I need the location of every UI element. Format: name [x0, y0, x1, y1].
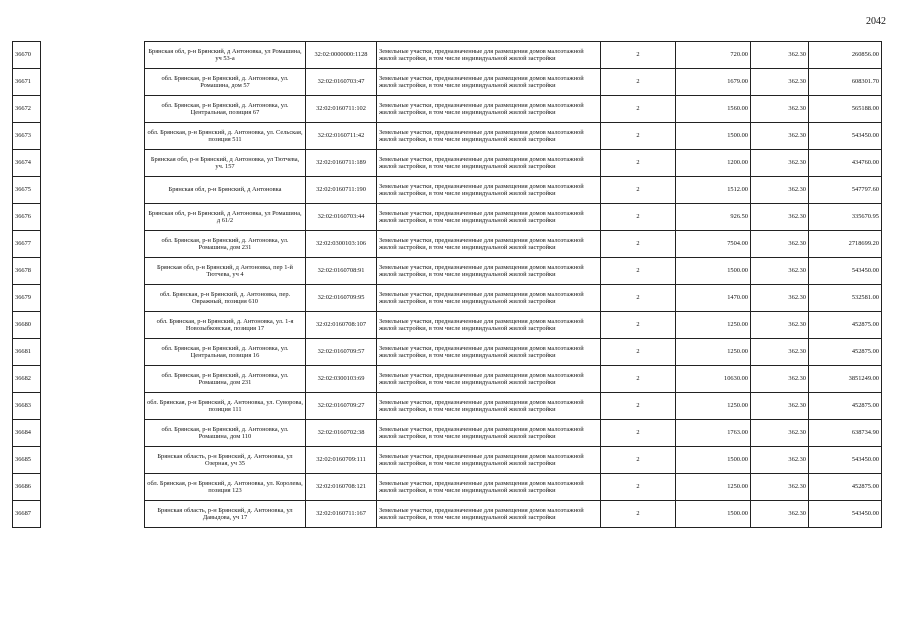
column-gap: [41, 447, 145, 474]
cadastral-number-cell: 32:02:0160709:27: [306, 393, 377, 420]
table-row: [13, 501, 882, 528]
row-number: 36680: [13, 312, 41, 339]
rate-cell: 362.30: [751, 204, 809, 231]
address-cell: обл. Брянская, р-н Брянский, д. Антоновка, ул. Ромашина, дом 231: [145, 366, 306, 393]
cadastral-value-cell: 452875.00: [809, 339, 882, 366]
land-use-cell: Земельные участки, предназначенные для размещения домов малоэтажной жилой застройки, в том числе индивидуальной жилой застройки: [377, 150, 601, 177]
area-cell: 1500.00: [676, 501, 751, 528]
table-row: [13, 177, 882, 204]
address-cell: Брянская обл, р-н Брянский, д Антоновка, пер 1-й Тютчева, уч 4: [145, 258, 306, 285]
cadastral-value-cell: 543450.00: [809, 447, 882, 474]
category-cell: 2: [601, 366, 676, 393]
row-number: 36678: [13, 258, 41, 285]
area-cell: 1250.00: [676, 393, 751, 420]
row-number: 36685: [13, 447, 41, 474]
address-cell: Брянская обл, р-н Брянский, д Антоновка, ул Тютчева, уч. 157: [145, 150, 306, 177]
category-cell: 2: [601, 501, 676, 528]
cadastral-value-cell: 452875.00: [809, 312, 882, 339]
land-use-cell: Земельные участки, предназначенные для размещения домов малоэтажной жилой застройки, в том числе индивидуальной жилой застройки: [377, 339, 601, 366]
column-gap: [41, 231, 145, 258]
address-cell: обл. Брянская, р-н Брянский, д. Антоновка, ул. Ромашина, дом 110: [145, 420, 306, 447]
cadastral-value-cell: 2718699.20: [809, 231, 882, 258]
category-cell: 2: [601, 285, 676, 312]
row-number: 36675: [13, 177, 41, 204]
table-row: [13, 312, 882, 339]
address-cell: обл. Брянская, р-н Брянский, д. Антоновка, ул. Сельская, позиция 511: [145, 123, 306, 150]
area-cell: 926.50: [676, 204, 751, 231]
column-gap: [41, 96, 145, 123]
category-cell: 2: [601, 204, 676, 231]
table-row: [13, 150, 882, 177]
address-cell: Брянская область, р-н Брянский, д. Антоновка, ул Озерная, уч 35: [145, 447, 306, 474]
table-row: [13, 204, 882, 231]
cadastral-value-cell: 543450.00: [809, 258, 882, 285]
category-cell: 2: [601, 312, 676, 339]
category-cell: 2: [601, 258, 676, 285]
column-gap: [41, 150, 145, 177]
column-gap: [41, 339, 145, 366]
cadastral-number-cell: 32:02:0160708:107: [306, 312, 377, 339]
cadastral-number-cell: 32:02:0160702:38: [306, 420, 377, 447]
row-number: 36677: [13, 231, 41, 258]
cadastral-number-cell: 32:02:0160703:44: [306, 204, 377, 231]
area-cell: 1500.00: [676, 123, 751, 150]
cadastral-value-cell: 335670.95: [809, 204, 882, 231]
column-gap: [41, 204, 145, 231]
area-cell: 1560.00: [676, 96, 751, 123]
rate-cell: 362.30: [751, 123, 809, 150]
land-use-cell: Земельные участки, предназначенные для размещения домов малоэтажной жилой застройки, в том числе индивидуальной жилой застройки: [377, 69, 601, 96]
table-row: [13, 42, 882, 69]
cadastral-value-cell: 547797.60: [809, 177, 882, 204]
table-row: [13, 393, 882, 420]
address-cell: Брянская обл, р-н Брянский, д Антоновка, ул Ромашина, уч 53-а: [145, 42, 306, 69]
land-use-cell: Земельные участки, предназначенные для размещения домов малоэтажной жилой застройки, в том числе индивидуальной жилой застройки: [377, 447, 601, 474]
area-cell: 1763.00: [676, 420, 751, 447]
area-cell: 1679.00: [676, 69, 751, 96]
column-gap: [41, 312, 145, 339]
category-cell: 2: [601, 123, 676, 150]
column-gap: [41, 420, 145, 447]
cadastral-number-cell: 32:02:0160709:95: [306, 285, 377, 312]
row-number: 36676: [13, 204, 41, 231]
category-cell: 2: [601, 42, 676, 69]
land-use-cell: Земельные участки, предназначенные для размещения домов малоэтажной жилой застройки, в том числе индивидуальной жилой застройки: [377, 312, 601, 339]
cadastral-number-cell: 32:02:0160709:111: [306, 447, 377, 474]
cadastral-number-cell: 32:02:0160711:102: [306, 96, 377, 123]
cadastral-number-cell: 32:02:0160703:47: [306, 69, 377, 96]
rate-cell: 362.30: [751, 42, 809, 69]
category-cell: 2: [601, 420, 676, 447]
column-gap: [41, 42, 145, 69]
rate-cell: 362.30: [751, 420, 809, 447]
cadastral-number-cell: 32:02:0160708:91: [306, 258, 377, 285]
area-cell: 1250.00: [676, 474, 751, 501]
rate-cell: 362.30: [751, 501, 809, 528]
address-cell: Брянская область, р-н Брянский, д. Антоновка, ул Давыдова, уч 17: [145, 501, 306, 528]
cadastral-number-cell: 32:02:0160711:189: [306, 150, 377, 177]
rate-cell: 362.30: [751, 258, 809, 285]
table-row: [13, 69, 882, 96]
land-use-cell: Земельные участки, предназначенные для размещения домов малоэтажной жилой застройки, в том числе индивидуальной жилой застройки: [377, 474, 601, 501]
land-registry-table: [12, 41, 882, 528]
land-use-cell: Земельные участки, предназначенные для размещения домов малоэтажной жилой застройки, в том числе индивидуальной жилой застройки: [377, 258, 601, 285]
row-number: 36670: [13, 42, 41, 69]
land-use-cell: Земельные участки, предназначенные для размещения домов малоэтажной жилой застройки, в том числе индивидуальной жилой застройки: [377, 501, 601, 528]
land-use-cell: Земельные участки, предназначенные для размещения домов малоэтажной жилой застройки, в том числе индивидуальной жилой застройки: [377, 123, 601, 150]
area-cell: 1500.00: [676, 258, 751, 285]
cadastral-number-cell: 32:02:0300103:106: [306, 231, 377, 258]
row-number: 36671: [13, 69, 41, 96]
column-gap: [41, 123, 145, 150]
cadastral-value-cell: 452875.00: [809, 393, 882, 420]
rate-cell: 362.30: [751, 177, 809, 204]
land-use-cell: Земельные участки, предназначенные для размещения домов малоэтажной жилой застройки, в том числе индивидуальной жилой застройки: [377, 204, 601, 231]
category-cell: 2: [601, 339, 676, 366]
cadastral-value-cell: 543450.00: [809, 501, 882, 528]
rate-cell: 362.30: [751, 285, 809, 312]
area-cell: 1470.00: [676, 285, 751, 312]
column-gap: [41, 393, 145, 420]
column-gap: [41, 366, 145, 393]
land-use-cell: Земельные участки, предназначенные для размещения домов малоэтажной жилой застройки, в том числе индивидуальной жилой застройки: [377, 42, 601, 69]
cadastral-value-cell: 3851249.00: [809, 366, 882, 393]
land-use-cell: Земельные участки, предназначенные для размещения домов малоэтажной жилой застройки, в том числе индивидуальной жилой застройки: [377, 366, 601, 393]
cadastral-number-cell: 32:02:0160708:121: [306, 474, 377, 501]
cadastral-value-cell: 260856.00: [809, 42, 882, 69]
cadastral-value-cell: 532581.00: [809, 285, 882, 312]
row-number: 36683: [13, 393, 41, 420]
land-use-cell: Земельные участки, предназначенные для размещения домов малоэтажной жилой застройки, в том числе индивидуальной жилой застройки: [377, 177, 601, 204]
cadastral-value-cell: 638734.90: [809, 420, 882, 447]
rate-cell: 362.30: [751, 312, 809, 339]
land-use-cell: Земельные участки, предназначенные для размещения домов малоэтажной жилой застройки, в том числе индивидуальной жилой застройки: [377, 420, 601, 447]
category-cell: 2: [601, 69, 676, 96]
cadastral-value-cell: 543450.00: [809, 123, 882, 150]
row-number: 36679: [13, 285, 41, 312]
table-row: [13, 447, 882, 474]
table-row: [13, 474, 882, 501]
rate-cell: 362.30: [751, 339, 809, 366]
address-cell: обл. Брянская, р-н Брянский, д. Антоновка, ул. Ромашина, дом 231: [145, 231, 306, 258]
row-number: 36672: [13, 96, 41, 123]
cadastral-number-cell: 32:02:0160711:42: [306, 123, 377, 150]
category-cell: 2: [601, 393, 676, 420]
row-number: 36674: [13, 150, 41, 177]
table-row: [13, 420, 882, 447]
area-cell: 10630.00: [676, 366, 751, 393]
category-cell: 2: [601, 150, 676, 177]
address-cell: обл. Брянская, р-н Брянский, д. Антоновка, пер. Овражный, позиция 610: [145, 285, 306, 312]
category-cell: 2: [601, 177, 676, 204]
area-cell: 720.00: [676, 42, 751, 69]
area-cell: 7504.00: [676, 231, 751, 258]
cadastral-value-cell: 452875.00: [809, 474, 882, 501]
area-cell: 1512.00: [676, 177, 751, 204]
category-cell: 2: [601, 96, 676, 123]
table-row: [13, 258, 882, 285]
address-cell: обл. Брянская, р-н Брянский, д. Антоновка, ул. Центральная, позиция 67: [145, 96, 306, 123]
category-cell: 2: [601, 447, 676, 474]
address-cell: Брянская обл, р-н Брянский, д Антоновка, ул Ромашина, д 61/2: [145, 204, 306, 231]
column-gap: [41, 474, 145, 501]
land-use-cell: Земельные участки, предназначенные для размещения домов малоэтажной жилой застройки, в том числе индивидуальной жилой застройки: [377, 231, 601, 258]
table-row: [13, 231, 882, 258]
area-cell: 1250.00: [676, 312, 751, 339]
rate-cell: 362.30: [751, 231, 809, 258]
cadastral-number-cell: 32:02:0160711:190: [306, 177, 377, 204]
cadastral-value-cell: 434760.00: [809, 150, 882, 177]
cadastral-number-cell: 32:02:0300103:69: [306, 366, 377, 393]
address-cell: Брянская обл, р-н Брянский, д Антоновка: [145, 177, 306, 204]
rate-cell: 362.30: [751, 474, 809, 501]
page-number: 2042: [866, 16, 886, 27]
table-row: [13, 123, 882, 150]
table-row: [13, 96, 882, 123]
column-gap: [41, 501, 145, 528]
rate-cell: 362.30: [751, 96, 809, 123]
row-number: 36686: [13, 474, 41, 501]
row-number: 36681: [13, 339, 41, 366]
address-cell: обл. Брянская, р-н Брянский, д. Антоновка, ул. Суворова, позиция 111: [145, 393, 306, 420]
area-cell: 1250.00: [676, 339, 751, 366]
row-number: 36673: [13, 123, 41, 150]
rate-cell: 362.30: [751, 393, 809, 420]
column-gap: [41, 69, 145, 96]
column-gap: [41, 285, 145, 312]
land-use-cell: Земельные участки, предназначенные для размещения домов малоэтажной жилой застройки, в том числе индивидуальной жилой застройки: [377, 285, 601, 312]
category-cell: 2: [601, 231, 676, 258]
table-row: [13, 285, 882, 312]
address-cell: обл. Брянская, р-н Брянский, д. Антоновка, ул. Королева, позиция 123: [145, 474, 306, 501]
rate-cell: 362.30: [751, 69, 809, 96]
land-use-cell: Земельные участки, предназначенные для размещения домов малоэтажной жилой застройки, в том числе индивидуальной жилой застройки: [377, 96, 601, 123]
rate-cell: 362.30: [751, 150, 809, 177]
land-use-cell: Земельные участки, предназначенные для размещения домов малоэтажной жилой застройки, в том числе индивидуальной жилой застройки: [377, 393, 601, 420]
row-number: 36687: [13, 501, 41, 528]
address-cell: обл. Брянская, р-н Брянский, д. Антоновка, ул. Центральная, позиция 16: [145, 339, 306, 366]
table-body: [13, 42, 882, 528]
row-number: 36684: [13, 420, 41, 447]
column-gap: [41, 177, 145, 204]
row-number: 36682: [13, 366, 41, 393]
category-cell: 2: [601, 474, 676, 501]
cadastral-value-cell: 608301.70: [809, 69, 882, 96]
rate-cell: 362.30: [751, 366, 809, 393]
rate-cell: 362.30: [751, 447, 809, 474]
cadastral-number-cell: 32:02:0160711:167: [306, 501, 377, 528]
table-row: [13, 339, 882, 366]
area-cell: 1200.00: [676, 150, 751, 177]
column-gap: [41, 258, 145, 285]
cadastral-number-cell: 32:02:0000000:1128: [306, 42, 377, 69]
cadastral-number-cell: 32:02:0160709:57: [306, 339, 377, 366]
table-row: [13, 366, 882, 393]
address-cell: обл. Брянская, р-н Брянский, д. Антоновка, ул. 1-я Новозыбковская, позиция 17: [145, 312, 306, 339]
cadastral-value-cell: 565188.00: [809, 96, 882, 123]
area-cell: 1500.00: [676, 447, 751, 474]
address-cell: обл. Брянская, р-н Брянский, д. Антоновка, ул. Ромашина, дом 57: [145, 69, 306, 96]
